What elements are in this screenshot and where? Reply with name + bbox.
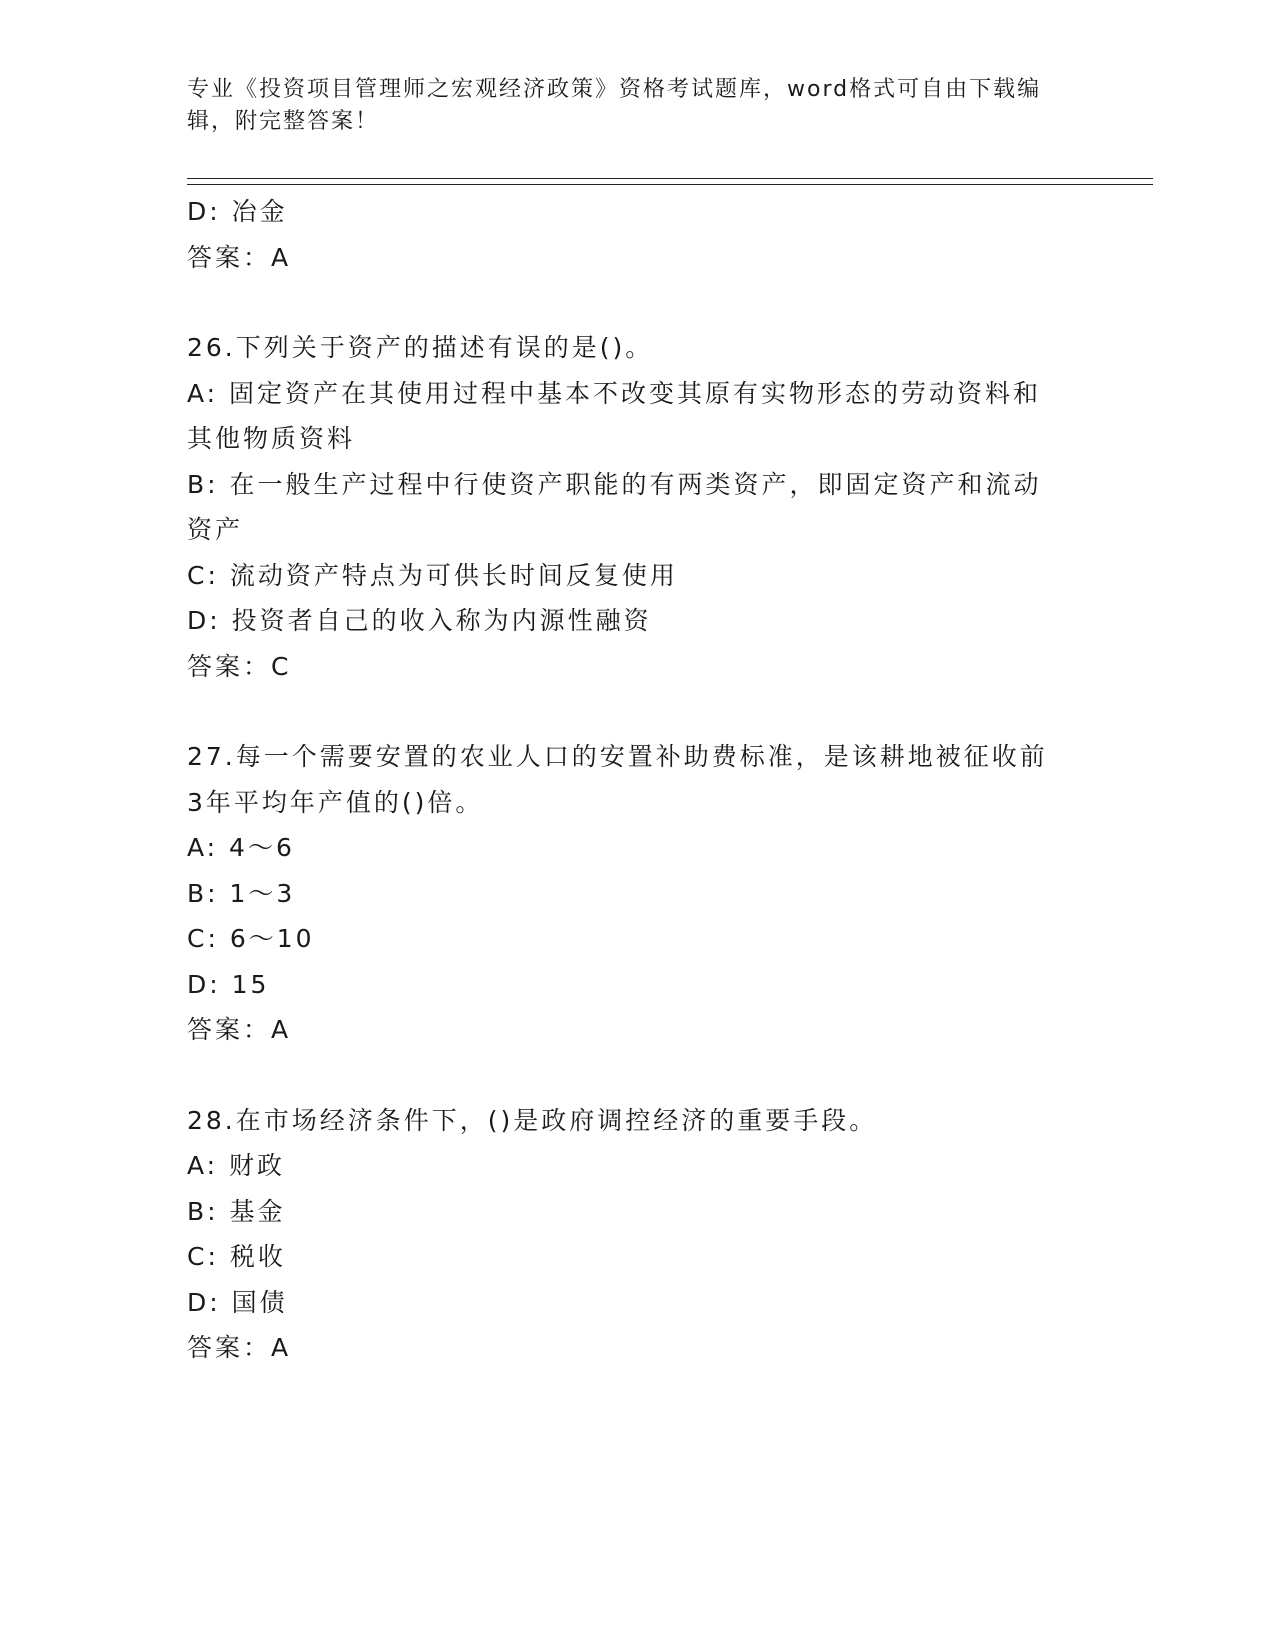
question-26 xyxy=(187,325,1067,689)
carryover-block xyxy=(187,189,1067,280)
answer-line: 答案：C xyxy=(187,651,292,681)
document-body xyxy=(187,189,1067,1371)
answer-line: 答案：A xyxy=(187,242,292,272)
option-d: D: 15 xyxy=(187,969,270,999)
option-a: A: 财政 xyxy=(187,1151,286,1180)
question-28 xyxy=(187,1098,1067,1371)
header-rule xyxy=(187,178,1153,185)
header-line-1: 专业《投资项目管理师之宏观经济政策》资格考试题库，word格式可自由下载编 xyxy=(187,77,1042,102)
question-stem: 27.每一个需要安置的农业人口的安置补助费标准，是该耕地被征收前 xyxy=(187,742,1048,771)
option-b-continued: 资产 xyxy=(187,515,244,544)
option-a-continued: 其他物质资料 xyxy=(187,424,356,453)
option-b: B: 1～3 xyxy=(187,878,296,908)
header-line-2: 辑，附完整答案！ xyxy=(187,109,380,134)
page-header xyxy=(187,74,1067,138)
question-stem-continued: 3年平均年产值的()倍。 xyxy=(187,787,484,817)
option-a: A: 4～6 xyxy=(187,833,295,862)
option-b: B: 在一般生产过程中行使资产职能的有两类资产，即固定资产和流动 xyxy=(187,469,1042,499)
answer-line: 答案：A xyxy=(187,1015,292,1044)
answer-line: 答案：A xyxy=(187,1333,292,1362)
option-c: C: 6～10 xyxy=(187,924,315,953)
option-a: A: 固定资产在其使用过程中基本不改变其原有实物形态的劳动资料和 xyxy=(187,378,1042,408)
option-b: B: 基金 xyxy=(187,1196,286,1226)
question-stem: 28.在市场经济条件下，()是政府调控经济的重要手段。 xyxy=(187,1105,878,1135)
option-d: D: 投资者自己的收入称为内源性融资 xyxy=(187,606,652,635)
option-c: C: 税收 xyxy=(187,1242,286,1271)
option-d: D: 冶金 xyxy=(187,197,288,226)
option-c: C: 流动资产特点为可供长时间反复使用 xyxy=(187,560,678,590)
question-stem: 26.下列关于资产的描述有误的是()。 xyxy=(187,333,654,362)
question-27 xyxy=(187,734,1067,1053)
option-d: D: 国债 xyxy=(187,1287,288,1317)
